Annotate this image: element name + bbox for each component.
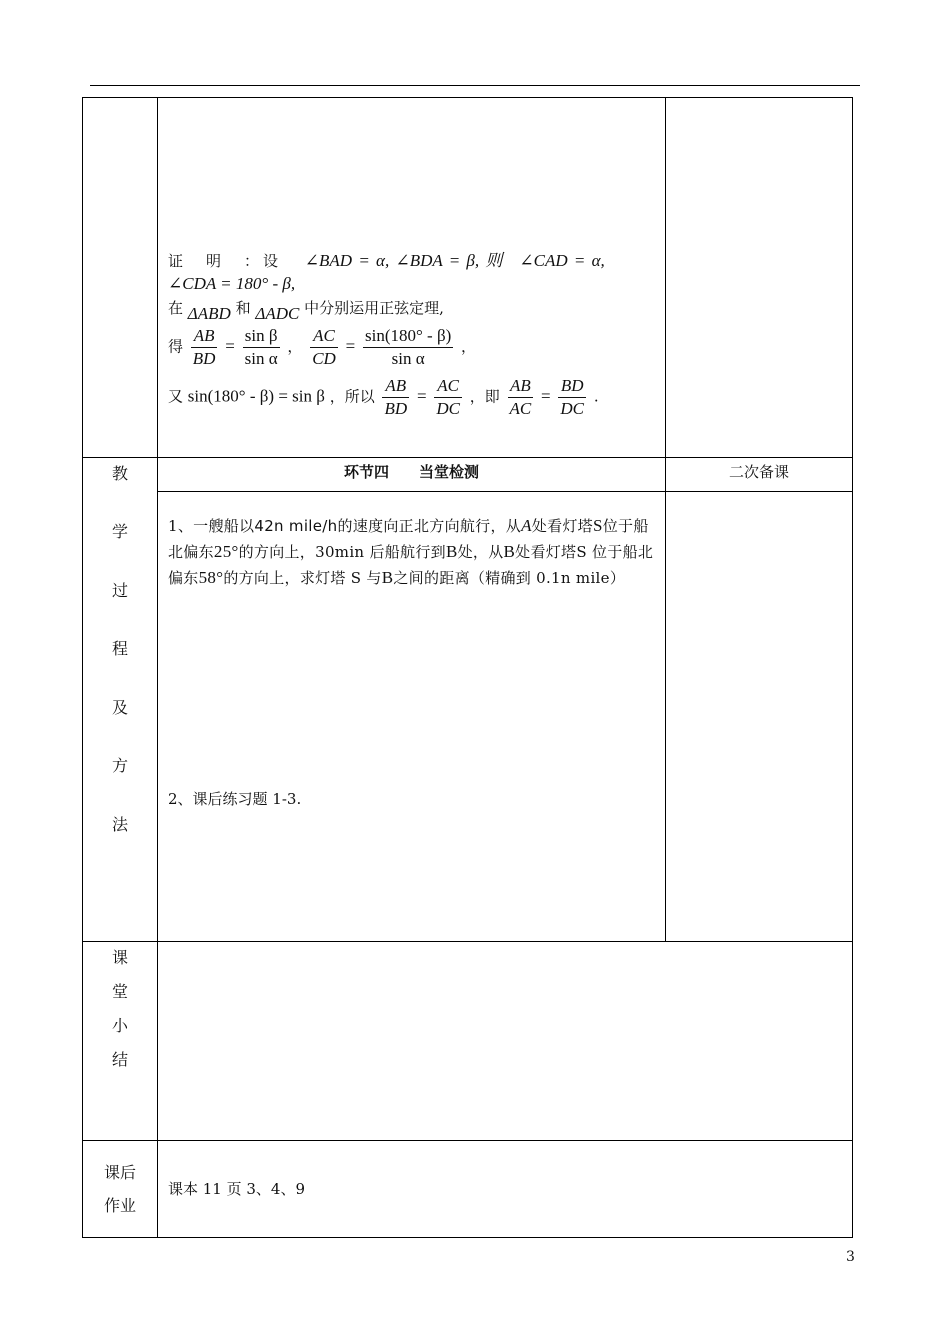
problem-2: 2、课后练习题 1-3.	[168, 790, 302, 808]
fraction-bd-dc: $\frac{BD}{DC}$	[560, 376, 585, 418]
proof-text-you: 又	[168, 387, 184, 406]
fraction-ab-bd: $\frac{AB}{BD}$	[192, 326, 216, 368]
section-header: 环节四 当堂检测	[343, 463, 479, 481]
row-divider-2	[82, 941, 853, 942]
row-divider-1	[82, 457, 853, 458]
triangle-abd: ΔABD	[187, 304, 231, 323]
triangle-adc: ΔADC	[255, 304, 300, 323]
left-label-char-7: 法	[111, 815, 128, 834]
left-label-char-6: 方	[111, 756, 128, 775]
fraction-ac-dc: $\frac{AC}{DC}$	[436, 376, 460, 418]
problem-1: 1、一艘船以42n mile/h的速度向正北方向航行，从A处看灯塔S位于船北偏东25°的方向上，30min 后船航行到B处，从B处看灯塔S 位于船北偏东58°的方向上，求灯塔 S 与B之间的距离（精确到 0.1n mile）	[168, 516, 654, 587]
summary-char-2: 堂	[111, 982, 128, 1001]
summary-char-1: 课	[111, 948, 128, 967]
proof-text-zai: 在	[168, 299, 184, 317]
homework-label-2: 作业	[103, 1196, 136, 1215]
proof-line-5: 又 sin(180° - β) = sin β ，所以 $\frac{AB}{BD}$ = $\frac{AC}{DC}$ ，即 $\frac{AB}{AC}$ = $\frac{BD}{DC}$ .	[168, 376, 599, 418]
left-label-char-4: 程	[111, 639, 128, 658]
table-bottom-border	[82, 1237, 853, 1238]
fraction-sin180b-sina: $\frac{\sin(180^\circ - \beta)}{\text{sin α}}$	[364, 326, 452, 368]
proof-text-he: 和	[235, 299, 251, 317]
homework-label-1: 课后	[103, 1163, 136, 1182]
row-divider-3	[82, 1140, 853, 1141]
column-divider-right	[665, 97, 666, 942]
table-right-border	[852, 97, 853, 1238]
proof-line-1	[168, 246, 605, 271]
table-top-border	[82, 97, 853, 98]
proof-angles-1: ∠BAD = α, ∠BDA = β, 则 ∠CAD = α,	[304, 251, 605, 270]
fraction-sinb-sina: $\frac{\text{sin β}}{\text{sin α}}$	[244, 326, 278, 368]
row-divider-1b	[158, 491, 853, 492]
proof-angles-2: ∠CDA = 180° - β,	[168, 274, 296, 293]
proof-text-sine-law: 中分别运用正弦定理,	[304, 299, 444, 317]
proof-text-suoyi: ，所以	[329, 387, 375, 406]
proof-line-3	[168, 297, 444, 324]
homework-text: 课本 11 页 3、4、9	[168, 1180, 306, 1198]
fraction-ab-bd-2: $\frac{AB}{BD}$	[384, 376, 408, 418]
proof-text-ji: ，即	[469, 387, 500, 406]
header-rule	[90, 85, 860, 86]
proof-text-de: 得	[168, 337, 184, 356]
right-column-header: 二次备课	[728, 463, 789, 481]
proof-line-2	[168, 274, 295, 294]
proof-line-4: 得 $\frac{AB}{BD}$ = $\frac{\text{sin β}}{\text{sin α}}$ ， $\frac{AC}{CD}$ = $\frac{\sin(180^\circ - \beta)}{\text{sin α}}$ ，	[168, 326, 477, 368]
fraction-ab-ac: $\frac{AB}{AC}$	[509, 376, 532, 418]
summary-char-4: 结	[111, 1050, 128, 1069]
left-label-char-5: 及	[111, 698, 128, 717]
left-label-char-1: 教	[111, 464, 128, 483]
summary-char-3: 小	[111, 1016, 128, 1035]
fraction-ac-cd: $\frac{AC}{CD}$	[312, 326, 336, 368]
left-label-char-3: 过	[111, 581, 128, 600]
page-number: 3	[846, 1249, 855, 1265]
proof-intro: 证 明 ：设	[168, 252, 283, 270]
left-label-char-2: 学	[111, 522, 128, 541]
proof-identity: sin(180° - β) = sin β	[187, 386, 325, 406]
